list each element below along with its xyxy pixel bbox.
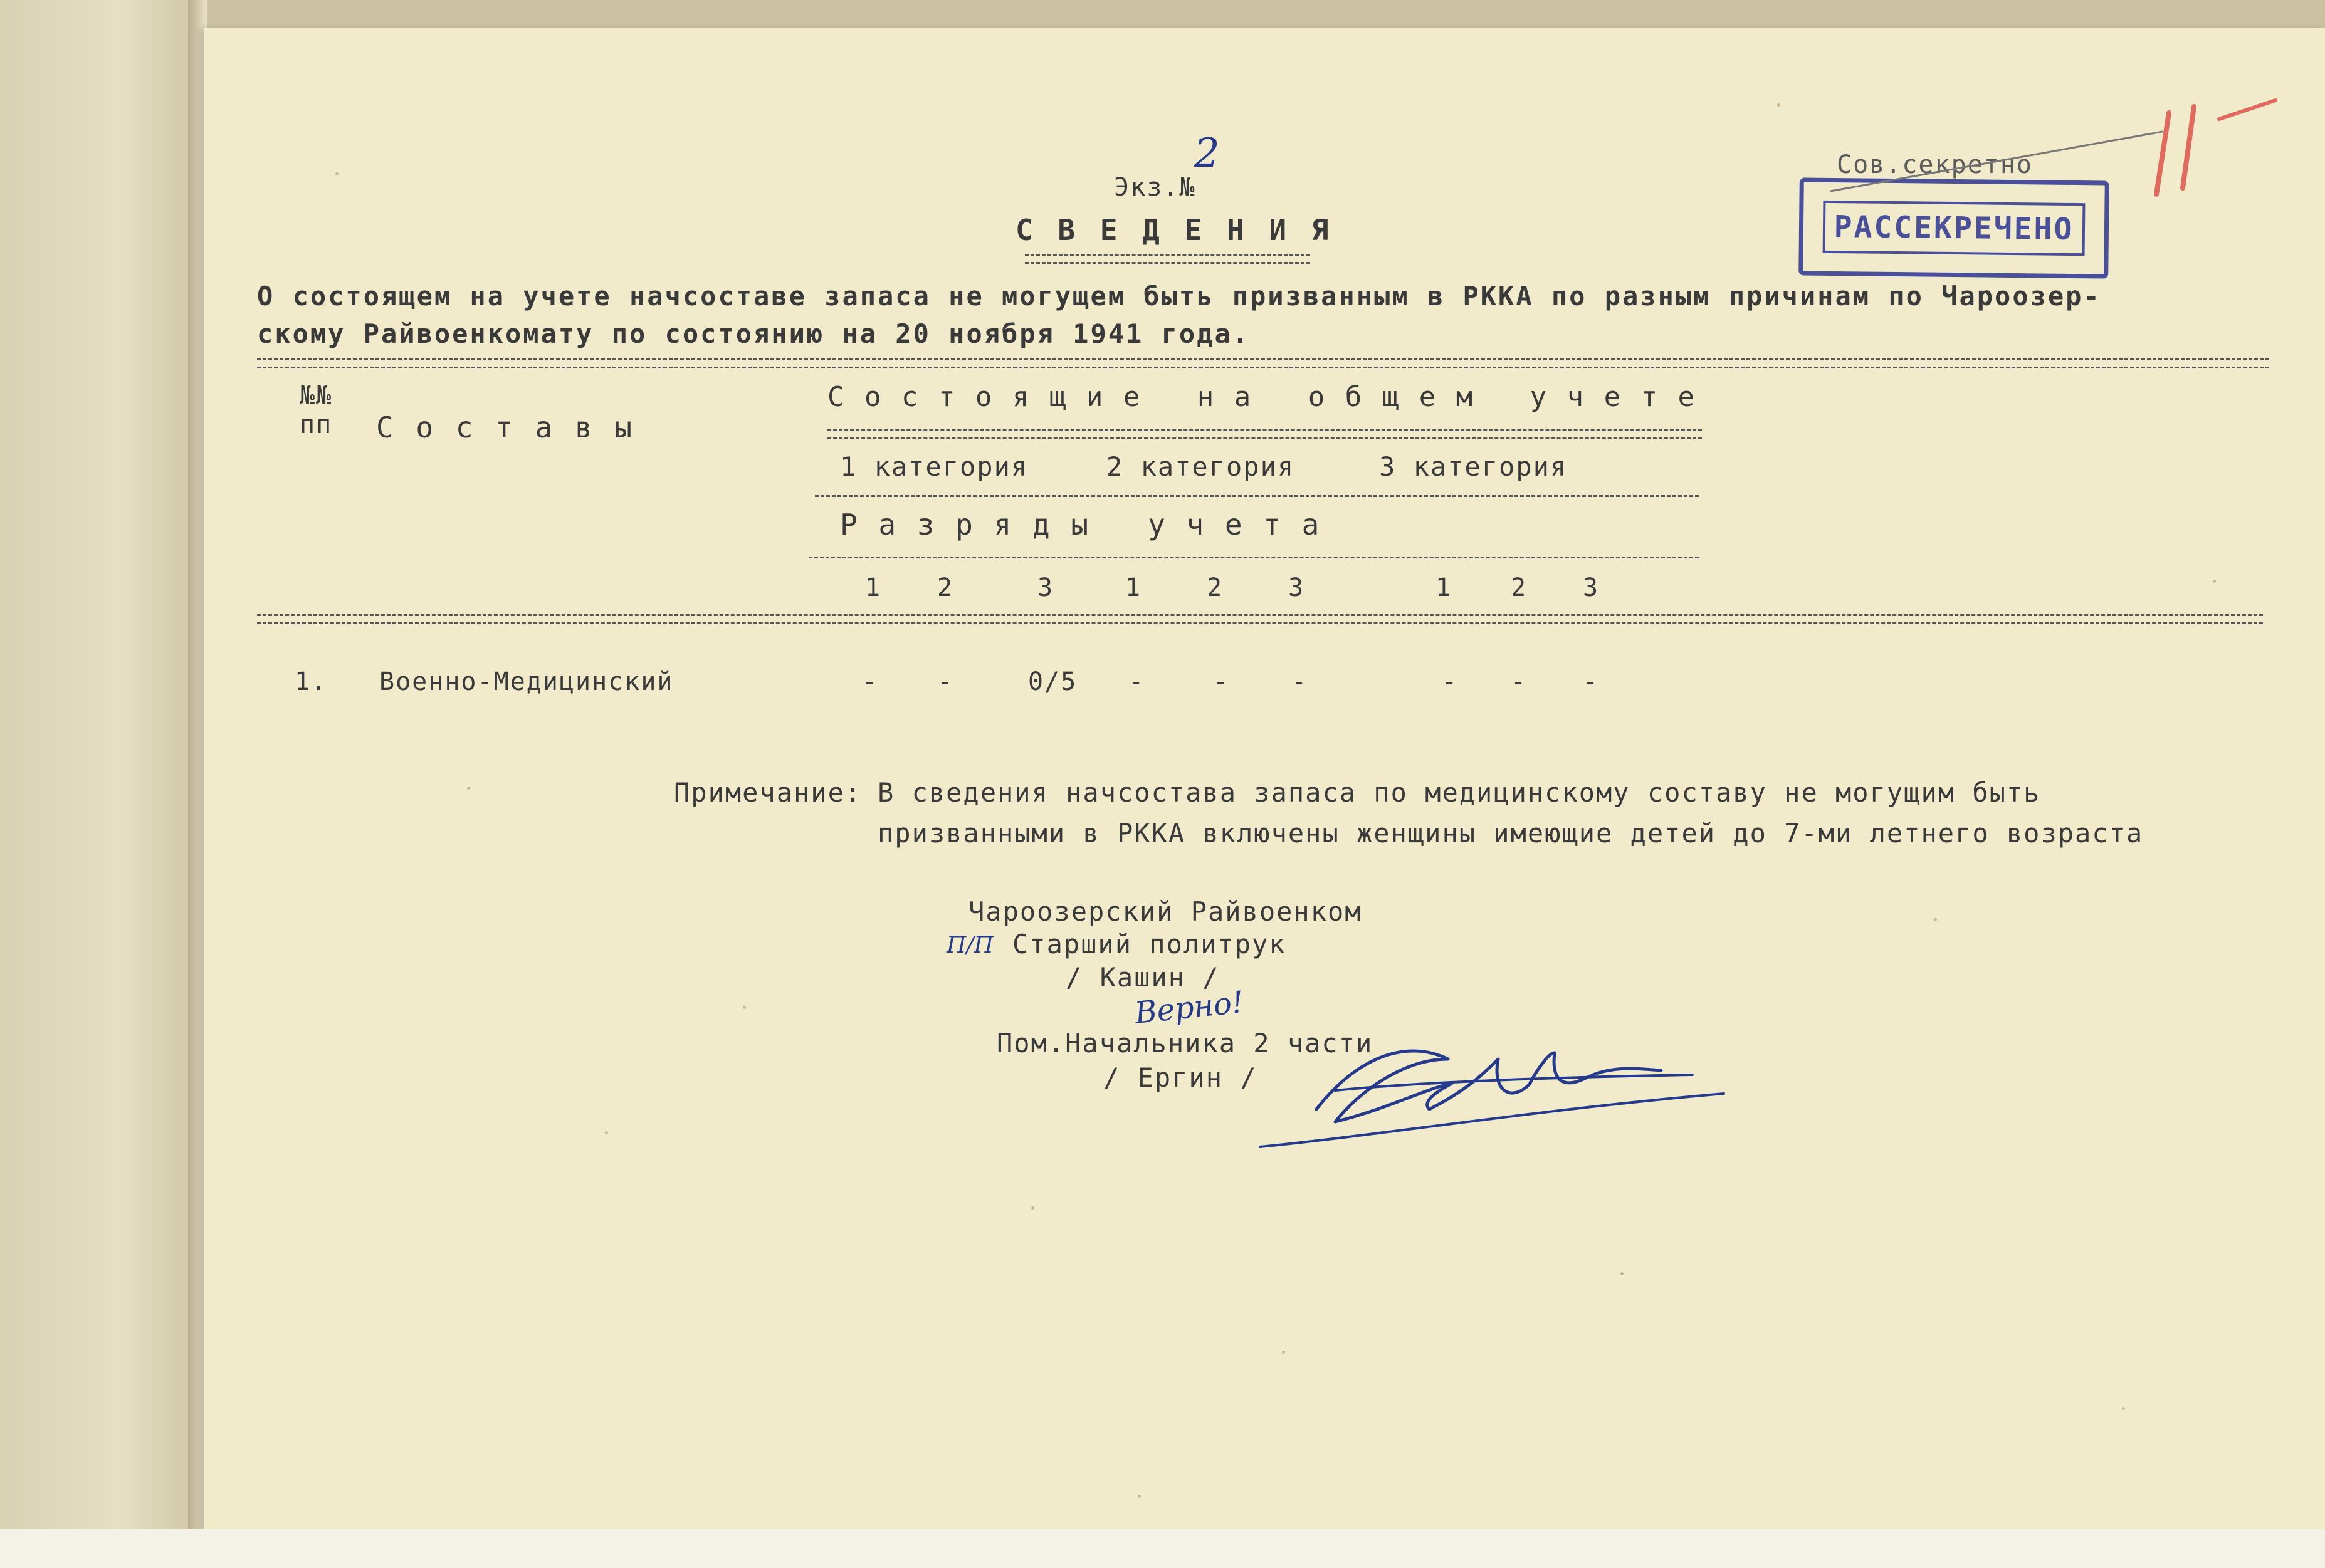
signature-rank-prefix: П/П [947, 933, 994, 958]
declassified-stamp: РАССЕКРЕЧЕНО [1798, 177, 2109, 278]
table-header-rule [257, 614, 2263, 624]
rank-number-1: 1 [865, 573, 882, 602]
note-line-2: призванными в РККА включены женщины имеющие детей до 7-ми летнего возраста [878, 818, 2144, 849]
document-title: С В Е Д Е Н И Я [1016, 213, 1333, 247]
signature-rank: Старший политрук [1012, 929, 1286, 959]
rank-number-3: 3 [1037, 573, 1054, 602]
col-composition-header: С о с т а в ы [376, 410, 635, 444]
category-underline [815, 495, 1699, 497]
col-number-header-2: пп [300, 410, 333, 439]
category-2-header: 2 категория [1106, 451, 1295, 482]
row-cell-7: - [1442, 667, 1459, 696]
handwritten-signature [1260, 1015, 1761, 1159]
row-cell-9: - [1583, 667, 1600, 696]
rank-number-4: 1 [1125, 573, 1142, 602]
ranks-underline [809, 557, 1699, 558]
row-cell-2: - [937, 667, 954, 696]
signature-position-2: Пом.Начальника 2 части [997, 1028, 1373, 1058]
row-cell-4: - [1128, 667, 1145, 696]
note-line-1: В сведения начсостава запаса по медицинскому составу не могущим быть [878, 777, 2041, 808]
rank-number-8: 2 [1511, 573, 1528, 602]
row-cell-1: - [862, 667, 879, 696]
col-status-header: С о с т о я щ и е н а о б щ е м у ч е т е [827, 381, 1697, 413]
row-cell-6: - [1291, 667, 1308, 696]
signature-org: Чароозерский Райвоенком [968, 896, 1362, 927]
signature-name-1: / Кашин / [1066, 962, 1220, 993]
category-3-header: 3 категория [1379, 451, 1568, 482]
ranks-header: Р а з р я д ы у ч е т а [840, 508, 1321, 541]
secrecy-label: Сов.секретно [1837, 150, 2033, 179]
row-cell-5: - [1213, 667, 1230, 696]
note-label: Примечание: [674, 777, 863, 808]
rank-number-9: 3 [1583, 573, 1600, 602]
row-name: Военно-Медицинский [379, 667, 674, 696]
signature-name-2: / Ергин / [1103, 1062, 1257, 1093]
previous-page [0, 0, 199, 1568]
copy-number-handwritten: 2 [1194, 130, 1220, 177]
category-1-header: 1 категория [840, 451, 1029, 482]
rank-number-6: 3 [1288, 573, 1305, 602]
scan-bottom-edge [0, 1529, 2325, 1568]
rank-number-2: 2 [937, 573, 954, 602]
subtitle-line-2: скому Райвоенкомату по состоянию на 20 ноября 1941 года. [257, 318, 1251, 349]
title-underline [1025, 254, 1310, 264]
pencil-stroke [1824, 122, 2200, 197]
subtitle-line-1: О состоящем на учете начсоставе запаса не могущем быть призванным в РККА по разным причинам по Чароозер- [257, 281, 2101, 311]
status-underline [827, 429, 1702, 439]
col-number-header-1: №№ [300, 381, 333, 410]
row-cell-8: - [1511, 667, 1528, 696]
row-cell-3: 0/5 [1028, 667, 1078, 696]
rank-number-5: 2 [1207, 573, 1224, 602]
verified-note: Верно! [1133, 985, 1246, 1031]
rank-number-7: 1 [1435, 573, 1452, 602]
header-rule [257, 358, 2269, 368]
row-number: 1. [295, 667, 328, 696]
copy-number-label: Экз.№ [1114, 173, 1196, 202]
